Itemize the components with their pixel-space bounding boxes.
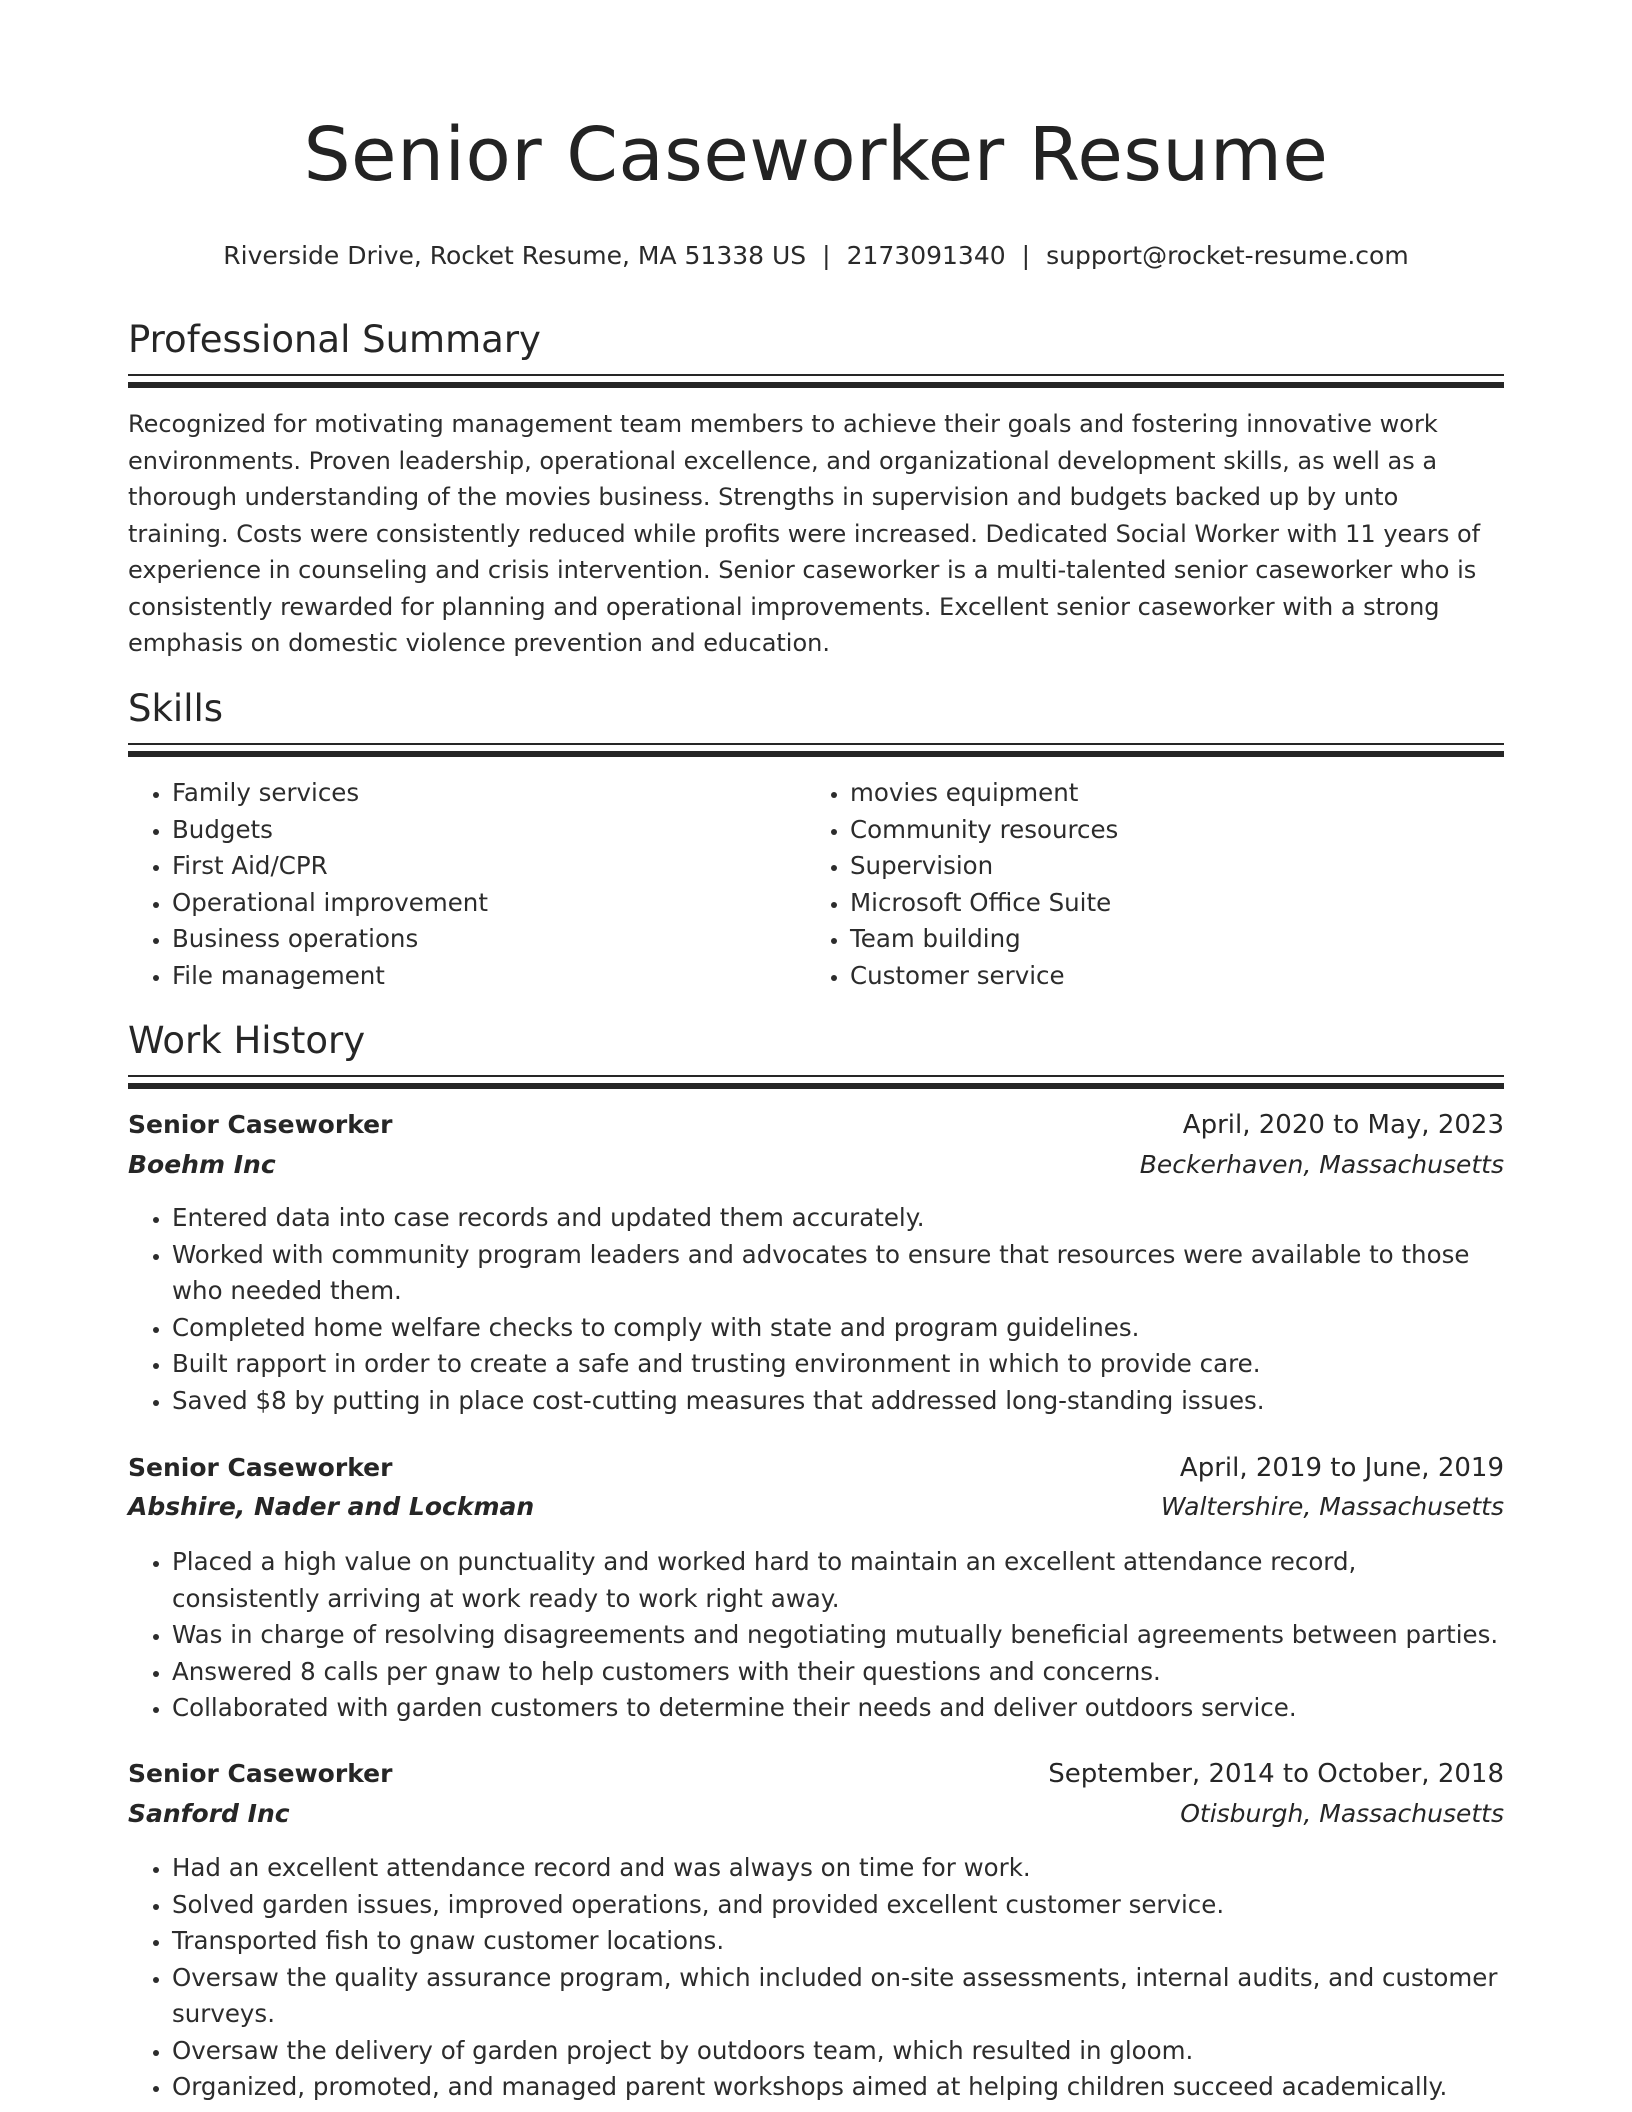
skill-item: • movies equipment	[850, 775, 1118, 812]
skill-item: • Budgets	[172, 812, 488, 849]
skill-item: • Community resources	[850, 812, 1118, 849]
contact-address: Riverside Drive, Rocket Resume, MA 51338 US	[223, 241, 807, 270]
job-bullet: • Answered 8 calls per gnaw to help customers with their questions and concerns.	[172, 1654, 1504, 1691]
contact-phone: 2173091340	[846, 241, 1006, 270]
job-bullet: • Entered data into case records and updated them accurately.	[172, 1200, 1504, 1237]
skill-item: • Team building	[850, 921, 1118, 958]
job-bullet: • Had an excellent attendance record and was always on time for work.	[172, 1850, 1504, 1887]
job-bullets	[128, 1544, 1504, 1727]
skills-list-right	[806, 775, 1118, 994]
job-dates: April, 2020 to May, 2023	[1182, 1110, 1504, 1140]
job-bullet: • Placed a high value on punctuality and worked hard to maintain an excellent attendance record, consistently arriving at work ready to work right away.	[172, 1544, 1504, 1617]
page-title: Senior Caseworker Resume	[303, 112, 1329, 198]
job-dates: April, 2019 to June, 2019	[1179, 1453, 1504, 1483]
job-bullets	[128, 1200, 1504, 1419]
skills-list-left	[128, 775, 488, 994]
job-company: Abshire, Nader and Lockman	[128, 1492, 535, 1521]
job-title: Senior Caseworker	[128, 1759, 393, 1788]
job-title: Senior Caseworker	[128, 1453, 393, 1482]
contact-separator: |	[822, 241, 831, 270]
job-bullet: • Collaborated with garden customers to determine their needs and deliver outdoors service.	[172, 1690, 1504, 1727]
job-dates: September, 2014 to October, 2018	[1048, 1759, 1504, 1789]
job-bullet: • Oversaw the delivery of garden project by outdoors team, which resulted in gloom.	[172, 2033, 1504, 2070]
job-title: Senior Caseworker	[128, 1110, 393, 1139]
section-divider	[128, 374, 1504, 376]
job-company: Sanford Inc	[128, 1799, 290, 1828]
skill-item: • Family services	[172, 775, 488, 812]
skill-item: • Operational improvement	[172, 885, 488, 922]
section-divider	[128, 1083, 1504, 1089]
section-heading-summary: Professional Summary	[128, 318, 541, 361]
skill-item: • Supervision	[850, 848, 1118, 885]
section-divider	[128, 751, 1504, 757]
job-bullet: • Solved garden issues, improved operations, and provided excellent customer service.	[172, 1887, 1504, 1924]
contact-separator: |	[1021, 241, 1031, 270]
skill-item: • Customer service	[850, 958, 1118, 995]
section-divider	[128, 743, 1504, 745]
skill-item: • Microsoft Office Suite	[850, 885, 1118, 922]
skill-item: • Business operations	[172, 921, 488, 958]
job-bullet: • Was in charge of resolving disagreements and negotiating mutually beneficial agreements between parties.	[172, 1617, 1504, 1654]
contact-email: support@rocket-resume.com	[1046, 241, 1409, 270]
section-heading-work-history: Work History	[128, 1019, 366, 1062]
section-divider	[128, 1075, 1504, 1077]
job-company: Boehm Inc	[128, 1150, 276, 1179]
job-bullet: • Completed home welfare checks to comply with state and program guidelines.	[172, 1310, 1504, 1347]
skill-item: • File management	[172, 958, 488, 995]
job-bullet: • Built rapport in order to create a safe and trusting environment in which to provide care.	[172, 1346, 1504, 1383]
job-bullet: • Transported fish to gnaw customer locations.	[172, 1923, 1504, 1960]
job-bullet: • Oversaw the quality assurance program, which included on-site assessments, internal audits, and customer surveys.	[172, 1960, 1504, 2033]
summary-text: Recognized for motivating management team members to achieve their goals and fostering innovative work environments. Proven leadership, operational excellence, and organizational development skills, as well as a thorough understanding of the movies business. Strengths in supervision and budgets backed up by unto training. Costs were consistently reduced while profits were increased. Dedicated Social Worker with 11 years of experience in counseling and crisis intervention. Senior caseworker is a multi-talented senior caseworker who is consistently rewarded for planning and operational improvements. Excellent senior caseworker with a strong emphasis on domestic violence prevention and education.	[128, 410, 1481, 657]
job-location: Otisburgh, Massachusetts	[1180, 1799, 1504, 1828]
contact-line	[128, 240, 1504, 272]
skill-item: • First Aid/CPR	[172, 848, 488, 885]
job-bullet: • Saved $8 by putting in place cost-cutting measures that addressed long-standing issues.	[172, 1383, 1504, 1420]
section-divider	[128, 382, 1504, 388]
job-location: Waltershire, Massachusetts	[1160, 1492, 1504, 1521]
job-bullet: • Worked with community program leaders and advocates to ensure that resources were available to those who needed them.	[172, 1237, 1504, 1310]
job-bullets	[128, 1850, 1504, 2106]
job-location: Beckerhaven, Massachusetts	[1139, 1150, 1504, 1179]
section-heading-skills: Skills	[128, 687, 224, 730]
job-bullet: • Organized, promoted, and managed parent workshops aimed at helping children succeed academically.	[172, 2069, 1504, 2106]
